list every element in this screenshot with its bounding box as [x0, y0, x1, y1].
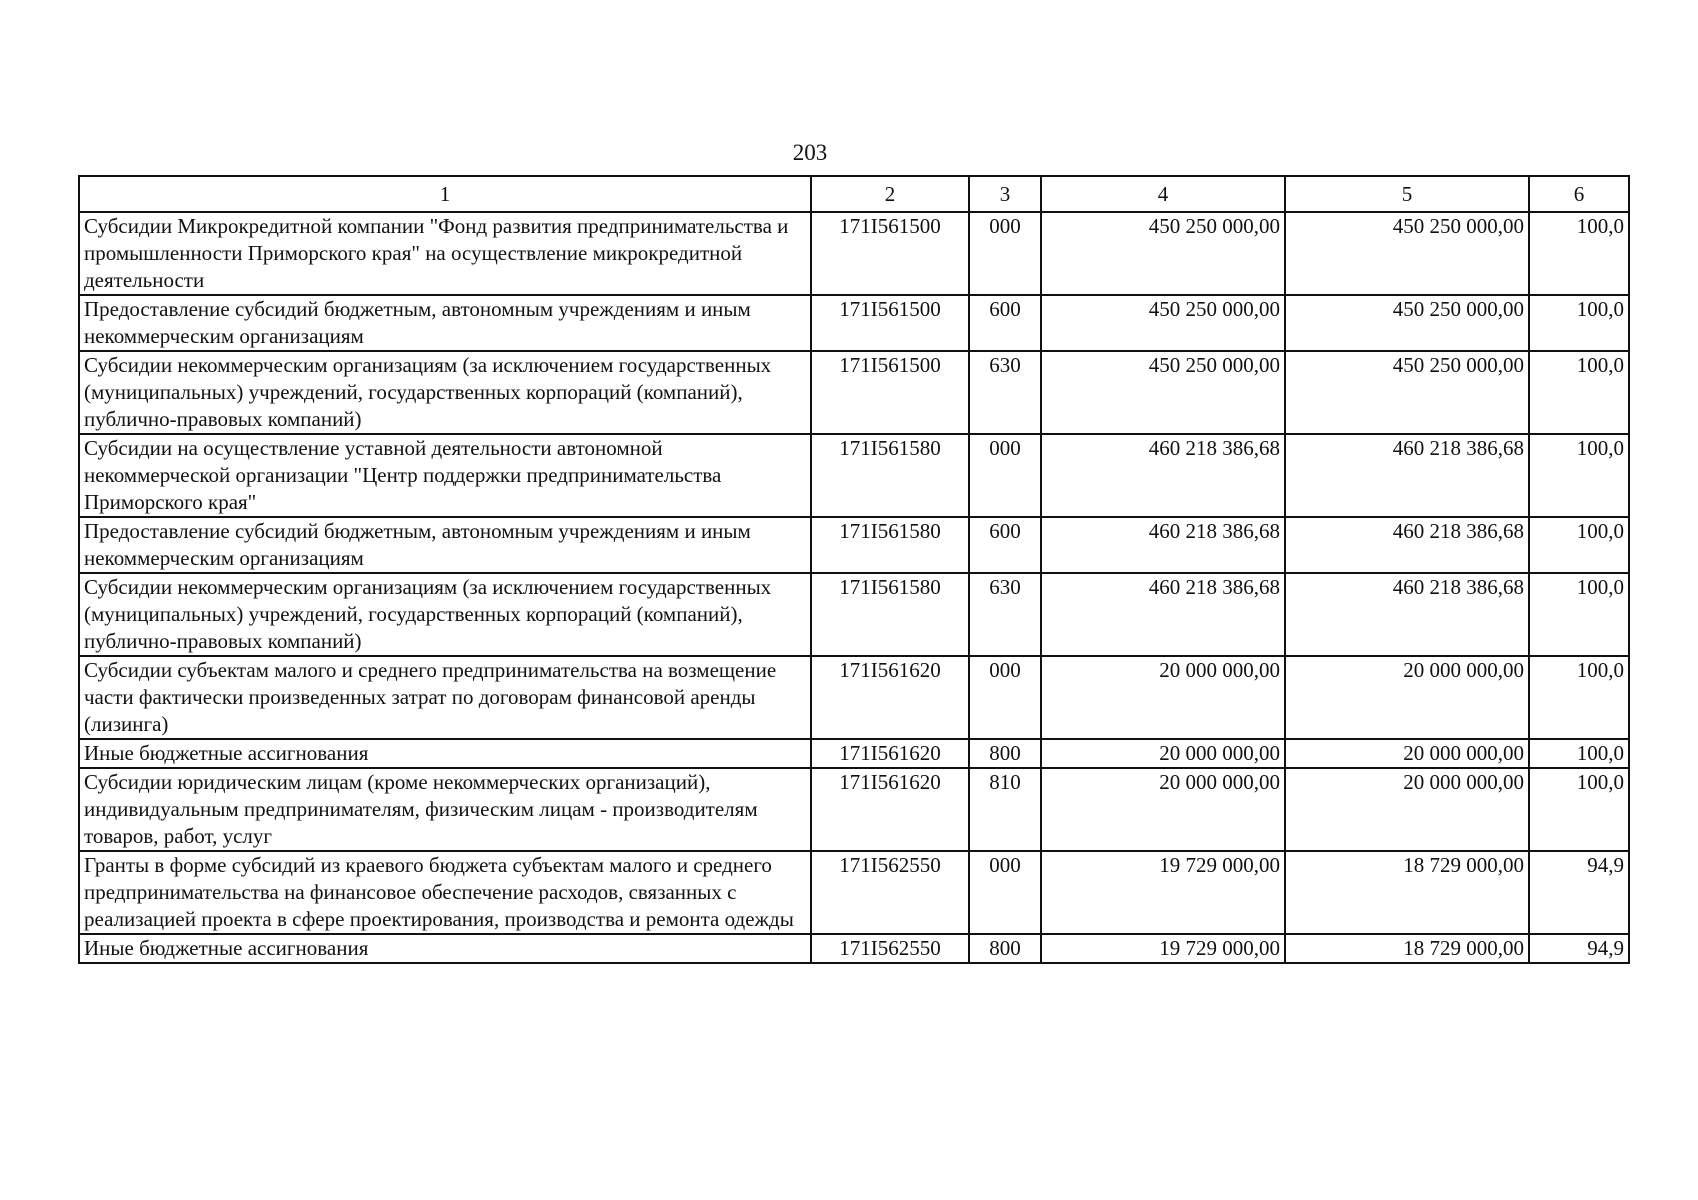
row-type: 630: [969, 573, 1041, 656]
row-fact: 18 729 000,00: [1285, 851, 1529, 934]
row-percent: 100,0: [1529, 573, 1629, 656]
budget-table: [78, 175, 1630, 964]
table-row: [79, 851, 1629, 934]
row-type: 800: [969, 934, 1041, 963]
row-fact: 460 218 386,68: [1285, 517, 1529, 573]
row-fact: 450 250 000,00: [1285, 295, 1529, 351]
row-percent: 100,0: [1529, 739, 1629, 768]
row-fact: 20 000 000,00: [1285, 768, 1529, 851]
row-plan: 20 000 000,00: [1041, 656, 1285, 739]
row-fact: 460 218 386,68: [1285, 434, 1529, 517]
row-name: Субсидии Микрокредитной компании "Фонд развития предпринимательства и промышленности Приморского края" на осуществление микрокредитной деятельности: [79, 212, 811, 295]
row-name: Иные бюджетные ассигнования: [79, 739, 811, 768]
column-header-6: 6: [1529, 176, 1629, 212]
table-row: [79, 573, 1629, 656]
table-row: [79, 934, 1629, 963]
row-fact: 450 250 000,00: [1285, 351, 1529, 434]
column-header-5: 5: [1285, 176, 1529, 212]
row-percent: 100,0: [1529, 656, 1629, 739]
row-type: 000: [969, 656, 1041, 739]
row-plan: 450 250 000,00: [1041, 351, 1285, 434]
row-percent: 100,0: [1529, 434, 1629, 517]
column-header-3: 3: [969, 176, 1041, 212]
table-row: [79, 212, 1629, 295]
row-percent: 100,0: [1529, 351, 1629, 434]
row-code: 171I561580: [811, 517, 969, 573]
row-fact: 18 729 000,00: [1285, 934, 1529, 963]
table-row: [79, 295, 1629, 351]
row-type: 630: [969, 351, 1041, 434]
row-type: 600: [969, 517, 1041, 573]
row-type: 810: [969, 768, 1041, 851]
row-plan: 20 000 000,00: [1041, 739, 1285, 768]
column-header-4: 4: [1041, 176, 1285, 212]
row-type: 600: [969, 295, 1041, 351]
row-percent: 100,0: [1529, 517, 1629, 573]
column-header-2: 2: [811, 176, 969, 212]
row-code: 171I561580: [811, 573, 969, 656]
row-type: 000: [969, 212, 1041, 295]
row-name: Субсидии субъектам малого и среднего предпринимательства на возмещение части фактически произведенных затрат по договорам финансовой аренды (лизинга): [79, 656, 811, 739]
row-percent: 94,9: [1529, 934, 1629, 963]
row-name: Предоставление субсидий бюджетным, автономным учреждениям и иным некоммерческим организациям: [79, 295, 811, 351]
row-plan: 20 000 000,00: [1041, 768, 1285, 851]
column-header-1: 1: [79, 176, 811, 212]
row-name: Субсидии на осуществление уставной деятельности автономной некоммерческой организации "Центр поддержки предпринимательства Приморского края": [79, 434, 811, 517]
row-code: 171I561620: [811, 739, 969, 768]
table-row: [79, 739, 1629, 768]
row-plan: 19 729 000,00: [1041, 851, 1285, 934]
row-code: 171I561500: [811, 351, 969, 434]
row-plan: 450 250 000,00: [1041, 295, 1285, 351]
row-percent: 100,0: [1529, 768, 1629, 851]
table-row: [79, 351, 1629, 434]
row-type: 000: [969, 851, 1041, 934]
row-fact: 450 250 000,00: [1285, 212, 1529, 295]
row-name: Субсидии юридическим лицам (кроме некоммерческих организаций), индивидуальным предпринимателям, физическим лицам - производителям товаров, работ, услуг: [79, 768, 811, 851]
row-percent: 94,9: [1529, 851, 1629, 934]
row-name: Предоставление субсидий бюджетным, автономным учреждениям и иным некоммерческим организациям: [79, 517, 811, 573]
row-name: Субсидии некоммерческим организациям (за исключением государственных (муниципальных) учреждений, государственных корпораций (компаний), публично-правовых компаний): [79, 351, 811, 434]
row-fact: 460 218 386,68: [1285, 573, 1529, 656]
header-row: [79, 176, 1629, 212]
row-code: 171I561620: [811, 768, 969, 851]
row-plan: 450 250 000,00: [1041, 212, 1285, 295]
row-code: 171I561500: [811, 212, 969, 295]
table-row: [79, 434, 1629, 517]
row-code: 171I561580: [811, 434, 969, 517]
row-code: 171I561620: [811, 656, 969, 739]
row-name: Гранты в форме субсидий из краевого бюджета субъектам малого и среднего предпринимательства на финансовое обеспечение расходов, связанных с реализацией проекта в сфере проектирования, производства и ремонта одежды: [79, 851, 811, 934]
row-code: 171I562550: [811, 934, 969, 963]
row-name: Иные бюджетные ассигнования: [79, 934, 811, 963]
row-percent: 100,0: [1529, 295, 1629, 351]
row-type: 800: [969, 739, 1041, 768]
table-row: [79, 656, 1629, 739]
row-name: Субсидии некоммерческим организациям (за исключением государственных (муниципальных) учреждений, государственных корпораций (компаний), публично-правовых компаний): [79, 573, 811, 656]
page-number: 203: [792, 140, 828, 165]
row-plan: 460 218 386,68: [1041, 573, 1285, 656]
row-plan: 460 218 386,68: [1041, 517, 1285, 573]
row-type: 000: [969, 434, 1041, 517]
table-row: [79, 768, 1629, 851]
row-plan: 460 218 386,68: [1041, 434, 1285, 517]
row-plan: 19 729 000,00: [1041, 934, 1285, 963]
table-row: [79, 517, 1629, 573]
row-fact: 20 000 000,00: [1285, 656, 1529, 739]
row-fact: 20 000 000,00: [1285, 739, 1529, 768]
row-percent: 100,0: [1529, 212, 1629, 295]
row-code: 171I561500: [811, 295, 969, 351]
row-code: 171I562550: [811, 851, 969, 934]
